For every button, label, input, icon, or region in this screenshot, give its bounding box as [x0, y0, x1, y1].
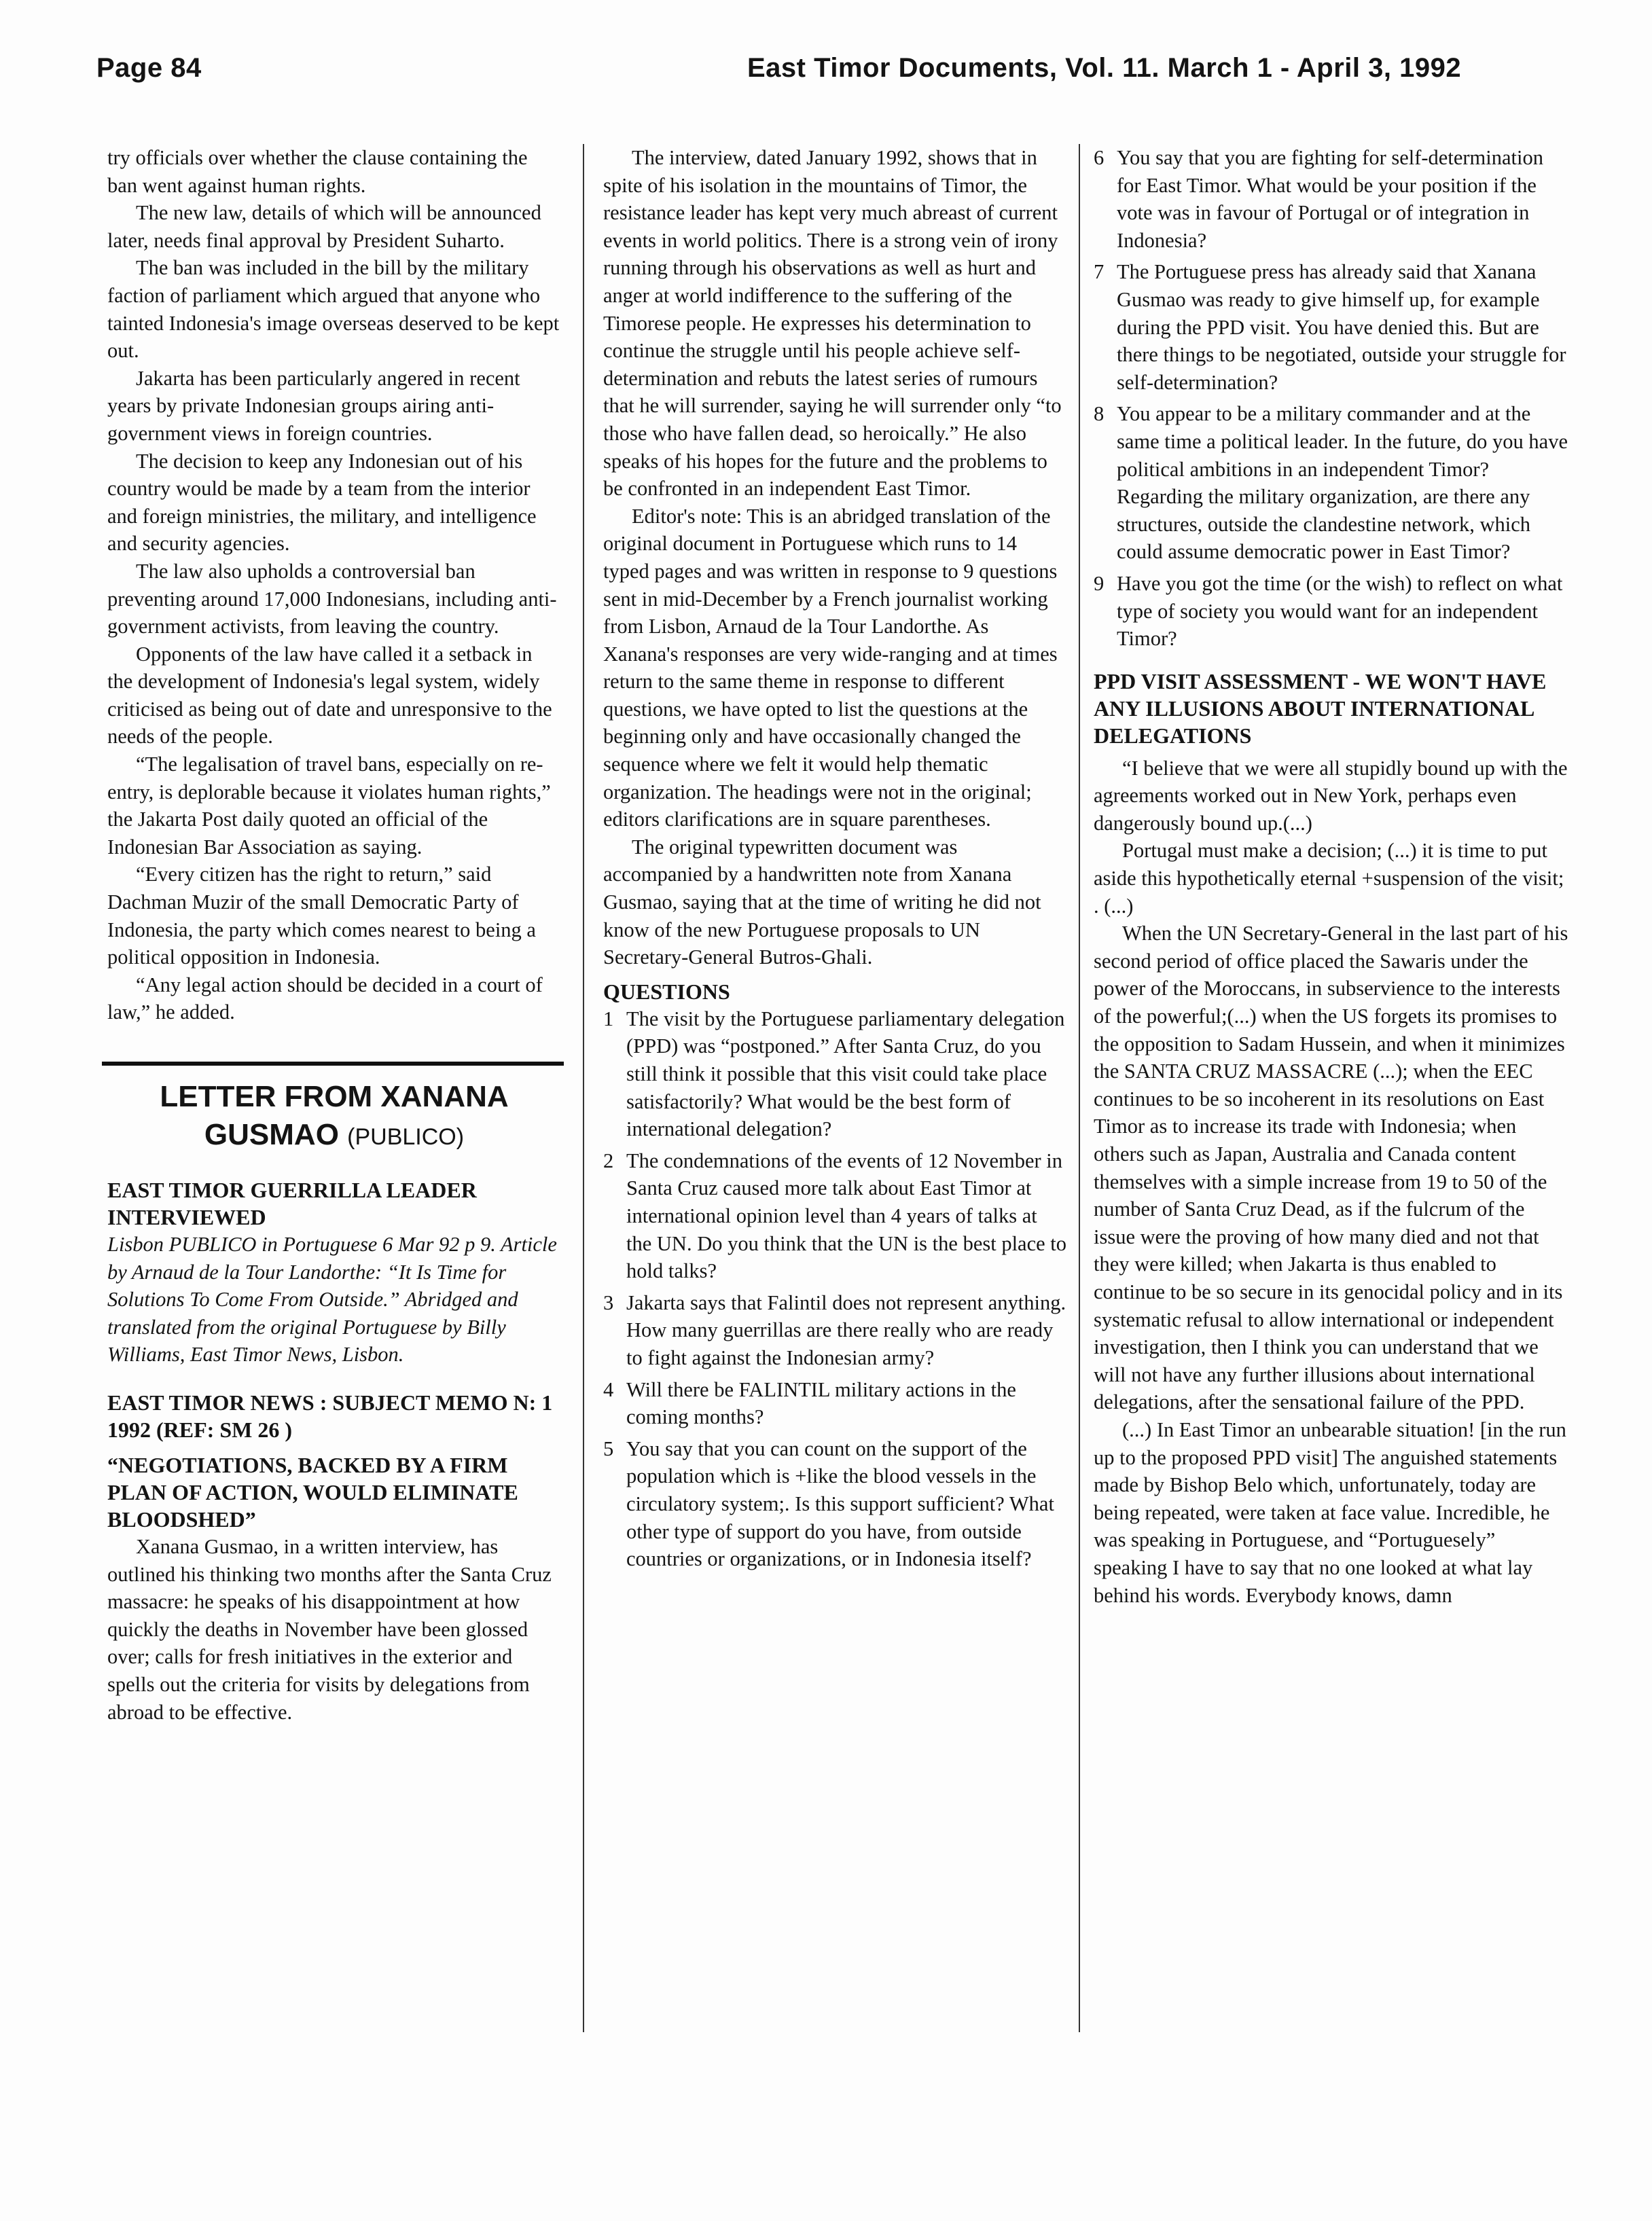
article-source: (PUBLICO): [347, 1124, 465, 1150]
paragraph: The law also upholds a controversial ban preventing around 17,000 Indonesians, including anti-government activists, from leaving the country.: [107, 559, 557, 638]
question-number: 8: [1094, 402, 1105, 426]
question-item: [1094, 570, 1569, 653]
paragraph: The ban was included in the bill by the military faction of parliament which argued that anyone who tainted Indonesia's image overseas deserved to be kept out.: [107, 256, 560, 363]
question-number: 5: [603, 1437, 614, 1460]
paragraph: The decision to keep any Indonesian out of his country would be made by a team from the interior and foreign ministries, the military, and intelligence and security agencies.: [107, 449, 537, 556]
article-title-text: LETTER FROM XANANA GUSMAO: [160, 1080, 509, 1151]
question-item: [1094, 258, 1569, 396]
paragraph: Jakarta has been particularly angered in recent years by private Indonesian groups airing anti-government views in foreign countries.: [107, 366, 520, 445]
question-number: 7: [1094, 260, 1105, 284]
question-text: Have you got the time (or the wish) to reflect on what type of society you would want for an independent Timor?: [1117, 571, 1563, 651]
question-number: 6: [1094, 146, 1105, 169]
question-number: 3: [603, 1290, 614, 1314]
column-2: [603, 144, 1067, 1573]
question-number: 1: [603, 1007, 614, 1030]
question-text: The Portuguese press has already said that Xanana Gusmao was ready to give himself up, for example during the PPD visit. You have denied this. But are there things to be negotiated, outside your struggle for self-determination?: [1117, 260, 1566, 394]
question-item: [1094, 144, 1569, 254]
column-rule-2: [1079, 144, 1080, 2032]
article-title: [107, 1078, 561, 1156]
paragraph: (...) In East Timor an unbearable situation! [in the run up to the proposed PPD visit] The anguished statements made by Bishop Belo which, unfortunately, today are being repeated, were taken at face value. Incredible, he was speaking in Portuguese, and “Portuguesely” speaking I have to say that no one looked at what lay behind his words. Everybody knows, damn: [1094, 1418, 1566, 1607]
question-text: You say that you can count on the support of the population which is +like the blood vessels in the circulatory system;. Is this support sufficient? What other type of support do you have, from outside countries or organizations, or in Indonesia itself?: [626, 1437, 1054, 1571]
subheading: EAST TIMOR NEWS : SUBJECT MEMO N: 1 1992 (REF: SM 26 ): [107, 1390, 553, 1442]
question-text: Jakarta says that Falintil does not represent anything. How many guerrillas are there really who are ready to fight against the Indonesian army?: [626, 1290, 1066, 1369]
paragraph: The new law, details of which will be announced later, needs final approval by President Suharto.: [107, 201, 541, 252]
column-rule-1: [583, 144, 584, 2032]
page-number: Page 84: [96, 53, 202, 83]
question-item: [603, 1005, 1067, 1143]
question-text: You say that you are fighting for self-determination for East Timor. What would be your position if the vote was in favour of Portugal or of integration in Indonesia?: [1117, 146, 1543, 252]
paragraph: “The legalisation of travel bans, especially on re-entry, is deplorable because it violates human rights,” the Jakarta Post daily quoted an official of the Indonesian Bar Association as saying.: [107, 753, 551, 859]
question-text: Will there be FALINTIL military actions in the coming months?: [626, 1377, 1016, 1429]
paragraph: The interview, dated January 1992, shows that in spite of his isolation in the mountains of Timor, the resistance leader has kept very much abreast of current events in world politics. There is a strong vein of irony running through his observations as well as hurt and anger at world indifference to the suffering of the Timorese people. He expresses his determination to continue the struggle until his people achieve self-determination and rebuts the latest series of rumours that he will surrender, saying he will surrender only “to those who have fallen dead, so heroically.” He also speaks of his hopes for the future and the problems to be confronted in an independent East Timor.: [603, 146, 1062, 501]
paragraph: The original typewritten document was accompanied by a handwritten note from Xanana Gusmao, saying that at the time of writing he did not know of the new Portuguese proposals to UN Secretary-General Butros-Ghali.: [603, 835, 1041, 969]
subheading: PPD VISIT ASSESSMENT - WE WON'T HAVE ANY ILLUSIONS ABOUT INTERNATIONAL DELEGATIONS: [1094, 668, 1547, 748]
paragraph: Editor's note: This is an abridged translation of the original document in Portuguese which runs to 14 typed pages and was written in response to 9 questions sent in mid-December by a French journalist working from Lisbon, Arnaud de la Tour Landorthe. As Xanana's responses are very wide-ranging and at times return to the same theme in response to different questions, we have opted to list the questions at the beginning only and have occasionally changed the sequence where we felt it would help thematic organization. The headings were not in the original; editors clarifications are in square parentheses.: [603, 504, 1058, 831]
section-divider: [102, 1062, 564, 1066]
source-citation: Lisbon PUBLICO in Portuguese 6 Mar 92 p 9. Article by Arnaud de la Tour Landorthe: “It Is Time for Solutions To Come From Outside.” Abridged and translated from the original Portuguese by Billy Williams, East Timor News, Lisbon.: [107, 1233, 557, 1367]
subheading: EAST TIMOR GUERRILLA LEADER INTERVIEWED: [107, 1178, 477, 1229]
question-number: 4: [603, 1377, 614, 1401]
paragraph: “Any legal action should be decided in a court of law,” he added.: [107, 973, 543, 1024]
paragraph: Xanana Gusmao, in a written interview, has outlined his thinking two months after the Santa Cruz massacre: he speaks of his disappointment at how quickly the deaths in November have been glossed over; calls for fresh initiatives in the exterior and spells out the criteria for visits by delegations from abroad to be effective.: [107, 1534, 552, 1724]
paragraph: “I believe that we were all stupidly bound up with the agreements worked out in New York, perhaps even dangerously bound up.(...): [1094, 756, 1568, 835]
question-item: [603, 1289, 1067, 1372]
paragraph: Opponents of the law have called it a setback in the development of Indonesia's legal system, widely criticised as being out of date and unresponsive to the needs of the people.: [107, 642, 552, 748]
paragraph: When the UN Secretary-General in the last part of his second period of office placed the Sawaris under the power of the Moroccans, in subservience to the interests of the powerful;(...) when the US forgets its promises to the opposition to Sadam Hussein, and when it minimizes the SANTA CRUZ MASSACRE (...); when the EEC continues to be so incoherent in its resolutions on East Timor as to increase its trade with Indonesia; when others such as Japan, Australia and Canada content themselves with a simple increase from 19 to 50 of the number of Santa Cruz Dead, as if the fulcrum of the issue were the proving of how many died and not that they were killed; when Jakarta is thus enabled to continue to be so secure in its genocidal policy and in its systematic refusal to allow international or independent investigation, then I think you can understand that we will not have any further illusions about international delegations, after the sensational failure of the PPD.: [1094, 922, 1568, 1414]
question-number: 9: [1094, 571, 1105, 595]
question-item: [603, 1435, 1067, 1573]
question-item: [603, 1376, 1067, 1431]
question-item: [1094, 400, 1569, 566]
question-number: 2: [603, 1149, 614, 1172]
question-text: You appear to be a military commander and at the same time a political leader. In the future, do you have political ambitions in an independent Timor? Regarding the military organization, are there any structures, outside the clandestine network, which could assume democratic power in East Timor?: [1117, 402, 1568, 564]
column-1: [107, 144, 561, 1726]
question-text: The condemnations of the events of 12 November in Santa Cruz caused more talk about East Timor at international opinion level than 4 years of talks at the UN. Do you think that the UN is the best place to hold talks?: [626, 1149, 1067, 1283]
question-text: The visit by the Portuguese parliamentary delegation (PPD) was “postponed.” After Santa Cruz, do you still think it possible that this visit could take place satisfactorily? What would be the best form of international delegation?: [626, 1007, 1065, 1141]
paragraph: “Every citizen has the right to return,” said Dachman Muzir of the small Democratic Party of Indonesia, the party which comes nearest to being a political opposition in Indonesia.: [107, 863, 536, 969]
paragraph: try officials over whether the clause containing the ban went against human rights.: [107, 146, 528, 197]
subheading: “NEGOTIATIONS, BACKED BY A FIRM PLAN OF ACTION, WOULD ELIMINATE BLOODSHED”: [107, 1452, 518, 1532]
paragraph: Portugal must make a decision; (...) it is time to put aside this hypothetically eternal +suspension of the visit; . (...): [1094, 839, 1564, 918]
questions-heading: QUESTIONS: [603, 979, 730, 1004]
column-3: [1094, 144, 1569, 1609]
running-header: East Timor Documents, Vol. 11. March 1 - April 3, 1992: [747, 53, 1462, 83]
question-item: [603, 1147, 1067, 1285]
